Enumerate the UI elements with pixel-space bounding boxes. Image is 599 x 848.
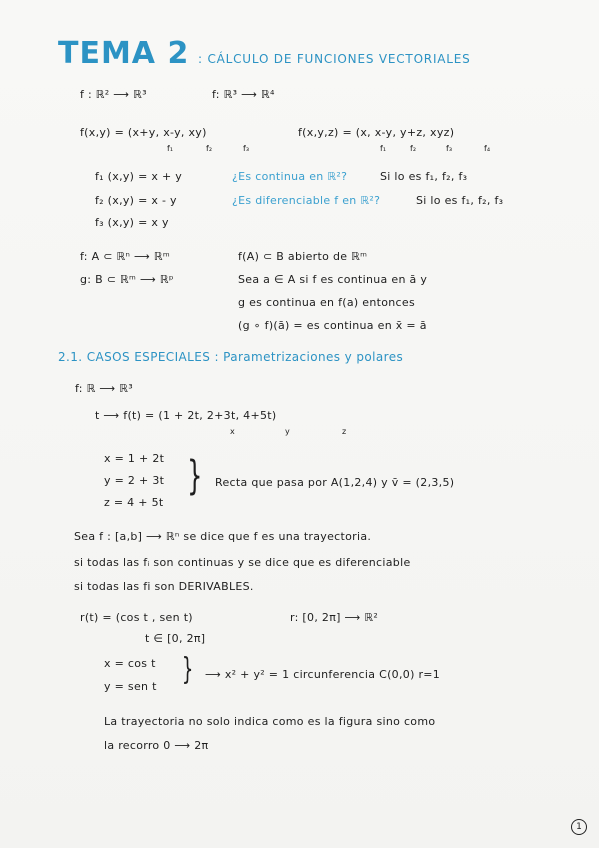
composition-condition-1: Sea a ∈ A si f es continua en ā y: [238, 273, 428, 286]
circle-parametrization: r(t) = (cos t , sen t): [80, 611, 193, 624]
answer-differentiability: Si lo es f₁, f₂, f₃: [416, 194, 504, 207]
circle-mapping: r: [0, 2π] ⟶ ℝ²: [290, 611, 379, 624]
subscript-f1-b: f₁: [380, 144, 387, 153]
function-definition-3d: f(x,y,z) = (x, x-y, y+z, xyz): [298, 126, 455, 139]
composition-open-set: f(A) ⊂ B abierto de ℝᵐ: [238, 250, 368, 263]
brace-cos-sen: }: [181, 652, 194, 687]
subscript-f2: f₂: [206, 144, 213, 153]
subscript-f4-b: f₄: [484, 144, 491, 153]
subscript-z: z: [342, 427, 347, 436]
parametrization-mapping: f: ℝ ⟶ ℝ³: [75, 382, 133, 395]
subscript-f1: f₁: [167, 144, 174, 153]
parameter-interval: t ∈ [0, 2π]: [145, 632, 206, 645]
component-f3: f₃ (x,y) = x y: [95, 216, 169, 229]
page-title: TEMA 2: [58, 36, 190, 71]
trajectory-definition-2: si todas las fᵢ son continuas y se dice que es diferenciable: [74, 556, 411, 569]
line-description: Recta que pasa por A(1,2,4) y v̄ = (2,3,5): [215, 476, 455, 489]
composition-f: f: A ⊂ ℝⁿ ⟶ ℝᵐ: [80, 250, 171, 263]
composition-result: (g ∘ f)(ā) = es continua en x̄ = ā: [238, 319, 427, 332]
subscript-y: y: [285, 427, 290, 436]
equation-sen: y = sen t: [104, 680, 157, 693]
equation-x: x = 1 + 2t: [104, 452, 165, 465]
mapping-r2-r3: f : ℝ² ⟶ ℝ³: [80, 88, 147, 101]
trajectory-definition-3: si todas las fi son DERIVABLES.: [74, 580, 254, 593]
trajectory-definition-1: Sea f : [a,b] ⟶ ℝⁿ se dice que f es una trayectoria.: [74, 530, 372, 543]
component-f1: f₁ (x,y) = x + y: [95, 170, 183, 183]
equation-y: y = 2 + 3t: [104, 474, 165, 487]
equation-cos: x = cos t: [104, 657, 156, 670]
brace-xyz: }: [187, 453, 203, 499]
composition-g: g: B ⊂ ℝᵐ ⟶ ℝᵖ: [80, 273, 174, 286]
function-definition-2d: f(x,y) = (x+y, x-y, xy): [80, 126, 207, 139]
subscript-f2-b: f₂: [410, 144, 417, 153]
question-differentiability: ¿Es diferenciable f en ℝ²?: [232, 194, 381, 207]
page-subtitle: : CÁLCULO DE FUNCIONES VECTORIALES: [198, 52, 471, 66]
composition-condition-2: g es continua en f(a) entonces: [238, 296, 416, 309]
circle-result: ⟶ x² + y² = 1 circunferencia C(0,0) r=1: [205, 668, 441, 681]
component-f2: f₂ (x,y) = x - y: [95, 194, 177, 207]
section-heading-special-cases: 2.1. CASOS ESPECIALES : Parametrizaciones y polares: [58, 350, 404, 364]
question-continuity: ¿Es continua en ℝ²?: [232, 170, 348, 183]
parametrization-function: t ⟶ f(t) = (1 + 2t, 2+3t, 4+5t): [95, 409, 277, 422]
trajectory-note-2: la recorro 0 ⟶ 2π: [104, 739, 209, 752]
subscript-f3: f₃: [243, 144, 250, 153]
mapping-r3-r4: f: ℝ³ ⟶ ℝ⁴: [212, 88, 275, 101]
answer-continuity: Si lo es f₁, f₂, f₃: [380, 170, 468, 183]
subscript-f3-b: f₃: [446, 144, 453, 153]
subscript-x: x: [230, 427, 235, 436]
equation-z: z = 4 + 5t: [104, 496, 164, 509]
page-number: 1: [571, 819, 587, 835]
trajectory-note-1: La trayectoria no solo indica como es la figura sino como: [104, 715, 436, 728]
